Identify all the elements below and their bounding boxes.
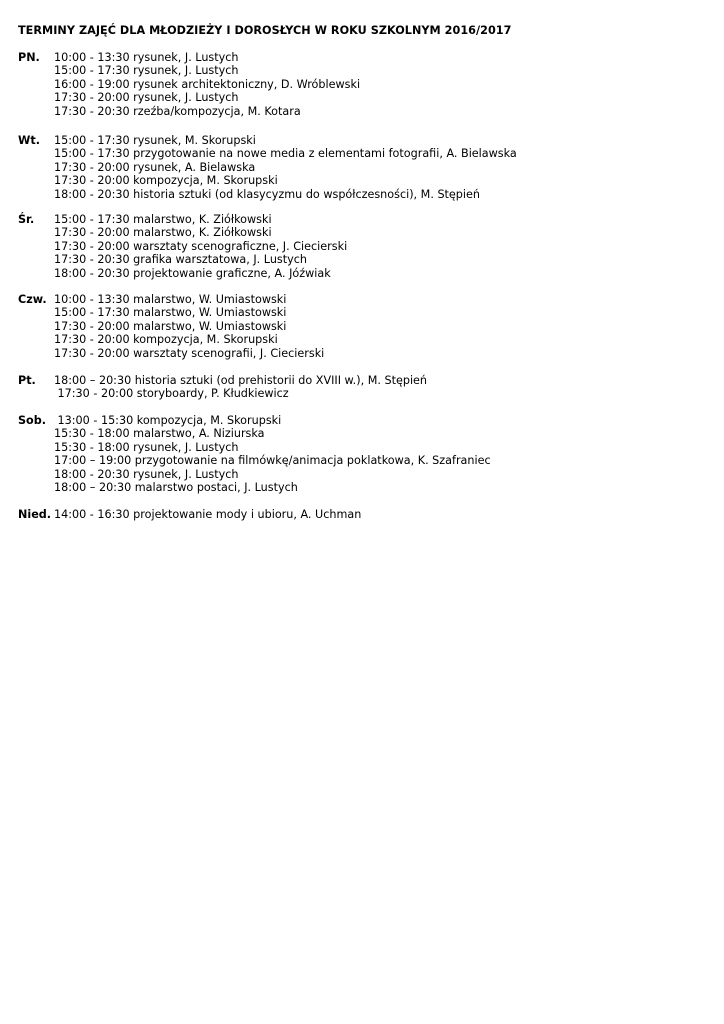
schedule-entry: 15:00 - 17:30 rysunek, J. Lustych xyxy=(54,64,239,78)
schedule-entry: 17:30 - 20:00 malarstwo, K. Ziółkowski xyxy=(54,226,272,240)
schedule-list xyxy=(54,134,517,201)
day-label: Czw. xyxy=(18,293,47,306)
schedule-entry: 15:00 - 17:30 rysunek, M. Skorupski xyxy=(54,134,256,147)
schedule-entry: 14:00 - 16:30 projektowanie mody i ubioru, A. Uchman xyxy=(54,508,362,521)
schedule-entry: 17:30 - 20:00 storyboardy, P. Kłudkiewicz xyxy=(54,387,289,401)
schedule-entry: 10:00 - 13:30 rysunek, J. Lustych xyxy=(54,51,239,64)
schedule-entry: 17:30 - 20:00 rysunek, J. Lustych xyxy=(54,91,239,105)
schedule-entry: 18:00 - 20:30 historia sztuki (od klasycyzmu do współczesności), M. Stępień xyxy=(54,187,480,201)
day-label: Śr. xyxy=(18,213,35,226)
day-label: Wt. xyxy=(18,134,40,147)
day-label: Sob. xyxy=(18,414,47,427)
schedule-entry: 15:30 - 18:00 rysunek, J. Lustych xyxy=(54,440,239,454)
day-label: PN. xyxy=(18,51,40,64)
schedule-list xyxy=(54,51,360,118)
schedule-entry: 17:30 - 20:00 warsztaty scenografii, J. Ciecierski xyxy=(54,346,325,360)
schedule-entry: 16:00 - 19:00 rysunek architektoniczny, D. Wróblewski xyxy=(54,77,361,91)
schedule-entry: 17:30 - 20:00 kompozycja, M. Skorupski xyxy=(54,333,278,347)
schedule-entry: 15:30 - 18:00 malarstwo, A. Niziurska xyxy=(54,427,265,441)
schedule-list xyxy=(54,508,361,521)
schedule-entry: 17:30 - 20:30 grafika warsztatowa, J. Lustych xyxy=(54,253,307,267)
schedule-list xyxy=(54,293,324,360)
schedule-entry: 17:30 - 20:00 warsztaty scenograficzne, J. Ciecierski xyxy=(54,239,348,253)
schedule-entry: 17:30 - 20:00 rysunek, A. Bielawska xyxy=(54,160,256,174)
schedule-entry: 18:00 - 20:30 projektowanie graficzne, A. Jóźwiak xyxy=(54,266,331,280)
schedule-entry: 18:00 - 20:30 rysunek, J. Lustych xyxy=(54,467,239,481)
day-label: Pt. xyxy=(18,374,36,387)
schedule-entry: 17:00 – 19:00 przygotowanie na filmówkę/animacja poklatkowa, K. Szafraniec xyxy=(54,454,491,468)
document-title: TERMINY ZAJĘĆ DLA MŁODZIEŻY I DOROSŁYCH W ROKU SZKOLNYM 2016/2017 xyxy=(18,24,512,37)
schedule-entry: 17:30 - 20:00 kompozycja, M. Skorupski xyxy=(54,174,278,188)
schedule-entry: 17:30 - 20:30 rzeźba/kompozycja, M. Kotara xyxy=(54,104,301,118)
schedule-entry: 15:00 - 17:30 malarstwo, W. Umiastowski xyxy=(54,306,287,320)
schedule-list xyxy=(54,213,347,280)
schedule-list xyxy=(54,374,427,401)
schedule-entry: 10:00 - 13:30 malarstwo, W. Umiastowski xyxy=(54,293,287,306)
schedule-list xyxy=(54,414,491,494)
schedule-entry: 17:30 - 20:00 malarstwo, W. Umiastowski xyxy=(54,319,287,333)
day-label: Nied. xyxy=(18,508,52,521)
schedule-entry: 13:00 - 15:30 kompozycja, M. Skorupski xyxy=(54,414,282,427)
schedule-entry: 18:00 – 20:30 historia sztuki (od prehistorii do XVIII w.), M. Stępień xyxy=(54,374,428,387)
schedule-entry: 15:00 - 17:30 malarstwo, K. Ziółkowski xyxy=(54,213,272,226)
schedule-entry: 15:00 - 17:30 przygotowanie na nowe media z elementami fotografii, A. Bielawska xyxy=(54,147,517,161)
schedule-entry: 18:00 – 20:30 malarstwo postaci, J. Lustych xyxy=(54,480,298,494)
